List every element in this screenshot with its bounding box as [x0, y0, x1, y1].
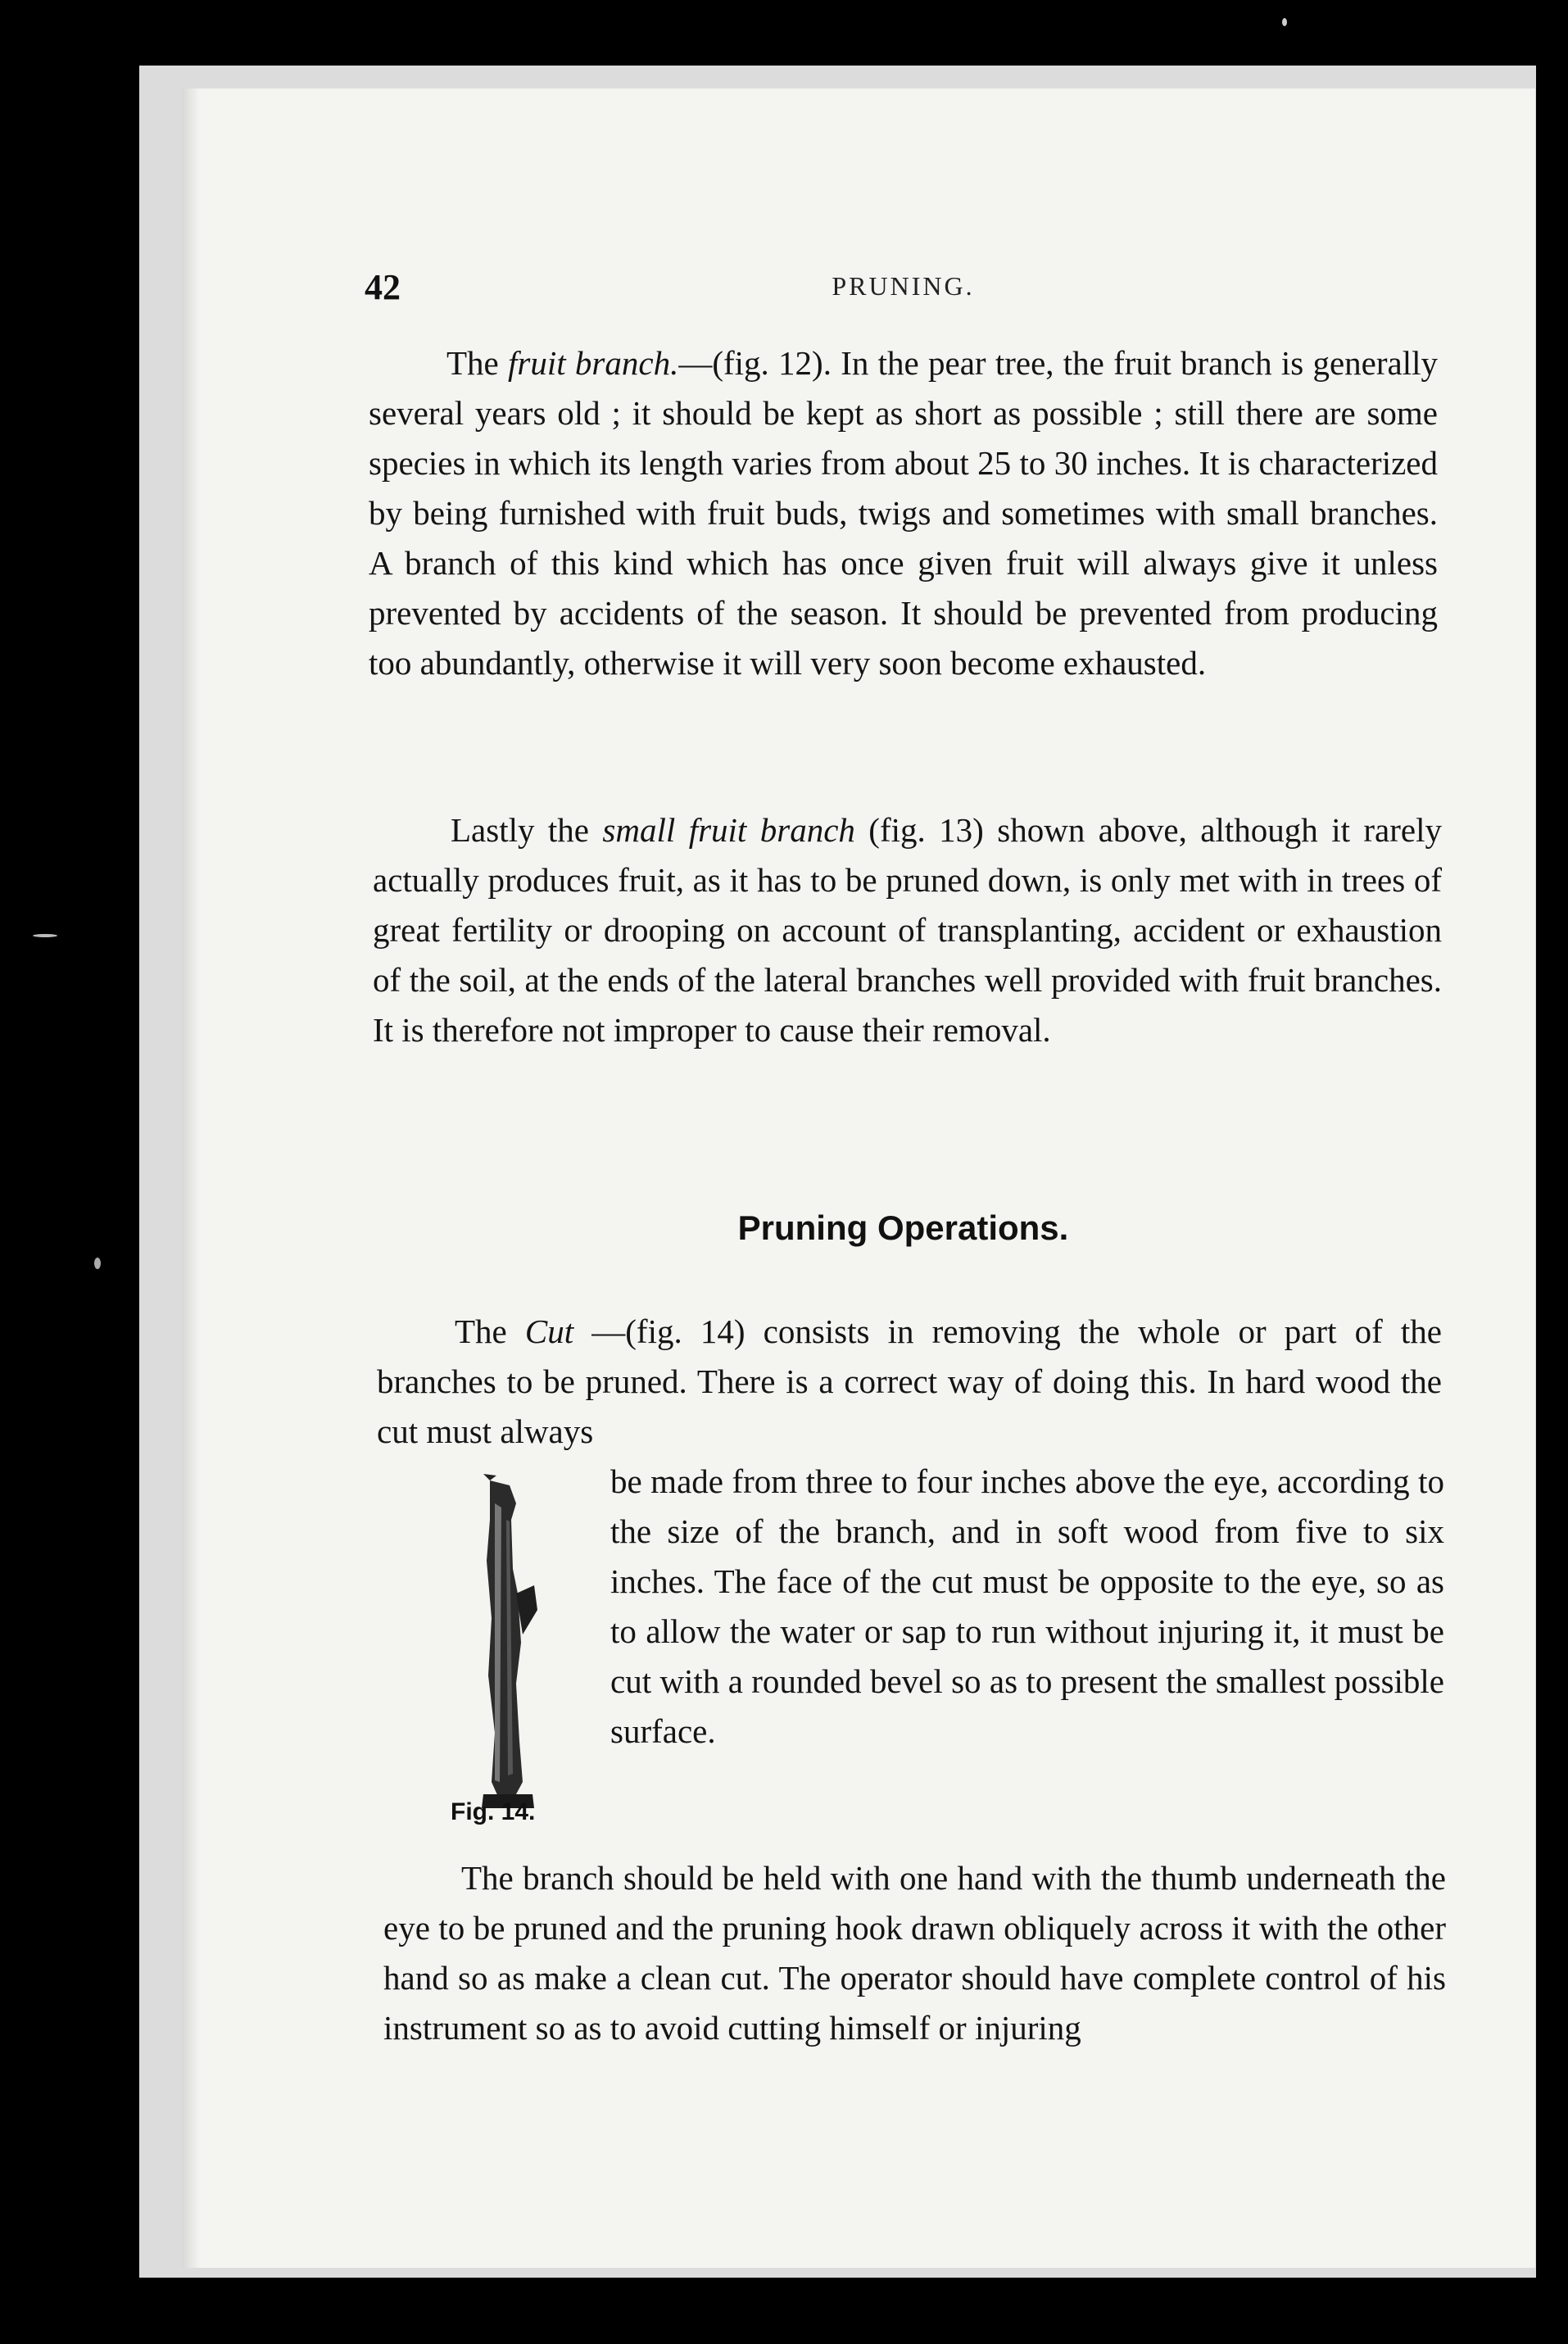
section-heading: Pruning Operations. — [737, 1208, 1069, 1247]
paragraph-small-fruit-branch: Lastly the small fruit branch (fig. 13) shown above, although it rarely actually produces fruit, as it has to be pruned down, is only met with in trees of great fertility or drooping on account of transplanting, accident or exhaustion of the soil, at the ends of the lateral branches well provided with fruit branches. It is therefore not improper to cause their removal. — [373, 811, 1442, 1049]
paragraph-the-cut: The Cut —(fig. 14) consists in removing the whole or part of the branches to be pruned. There is a correct way of doing this. In hard wood the cut must always — [377, 1313, 1442, 1450]
term-small-fruit-branch: small fruit branch — [602, 811, 855, 849]
paragraph-fruit-branch: The fruit branch.—(fig. 12). In the pear tree, the fruit branch is generally several years old ; it should be kept as short as possible ; still there are some species in which its length varies from about 25 to 30 inches. It is characterized by being furnished with fruit buds, twigs and sometimes with small branches. A branch of this kind which has once given fruit will always give it unless prevented by accidents of the season. It should be prevented from producing too abundantly, otherwise it will very soon become exhausted. — [369, 344, 1438, 682]
term-cut: Cut — [524, 1313, 574, 1350]
scan-speck — [1282, 18, 1287, 26]
paragraph-the-cut-wrapped: be made from three to four inches above the eye, according to the size of the branch, and in soft wood from five to six inches. The face of the cut must be opposite to the eye, so as to allow the water or sap to run without injuring it, it must be cut with a rounded bevel so as to present the smallest possible surface. — [610, 1462, 1444, 1750]
scan-speck — [33, 934, 57, 937]
pruned-branch-illustration-icon — [459, 1471, 557, 1823]
page-number: 42 — [365, 267, 401, 307]
figure-caption: Fig. 14. — [451, 1798, 536, 1825]
running-head: PRUNING. — [832, 271, 975, 301]
term-fruit-branch: fruit branch. — [508, 344, 679, 382]
scan-speck — [94, 1258, 101, 1269]
paragraph-holding-branch: The branch should be held with one hand with the thumb underneath the eye to be pruned and the pruning hook drawn obliquely across it with the other hand so as make a clean cut. The operator should have complete control of his instrument so as to avoid cutting himself or injuring — [383, 1859, 1446, 2047]
page-header — [365, 266, 1442, 315]
